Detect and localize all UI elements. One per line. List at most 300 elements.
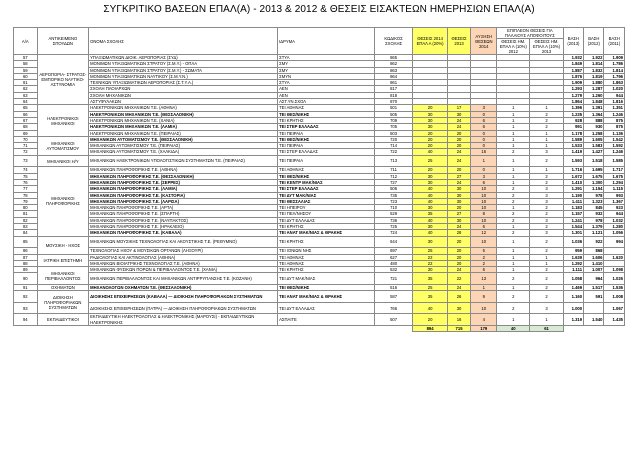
positions-increase: 6 bbox=[471, 224, 497, 230]
totals-row bbox=[14, 326, 625, 332]
header-positions-2014: ΘΕΣΕΙΣ 2014 ΕΠΑΛ Α (20%) bbox=[413, 28, 447, 55]
school-code: 713 bbox=[374, 155, 413, 167]
base-2011: 1.020 bbox=[604, 86, 625, 92]
institution-name: ΤΕΙ ΠΕΛ/ΝΗΣΟΥ bbox=[278, 211, 375, 217]
base-2011: 993 bbox=[604, 192, 625, 198]
positions-2014: 40 bbox=[413, 230, 447, 236]
institution-name: ΑΣΤ.ΥΝ.ΣΧΟΛ bbox=[278, 99, 375, 105]
institution-name: ΤΕΙ ΚΡΗΤΗΣ bbox=[278, 236, 375, 248]
header-base-2013: ΒΑΣΗ (2013) bbox=[563, 28, 583, 55]
row-number: 80 bbox=[14, 205, 38, 211]
base-2011: 1.536 bbox=[604, 284, 625, 290]
positions-2014: 30 bbox=[413, 236, 447, 248]
old-graduates-tee: 3 bbox=[530, 186, 563, 192]
positions-increase: 6 bbox=[471, 124, 497, 130]
institution-name: ΑΕΝ bbox=[278, 92, 375, 98]
positions-2014: 30 bbox=[413, 224, 447, 230]
header-positions-2013: ΘΕΣΕΙΣ 2013 bbox=[447, 28, 471, 55]
positions-increase: 0 bbox=[471, 111, 497, 117]
institution-name: ΤΕΙ ΔΥΤ ΜΑΚ/ΝΙΑΣ bbox=[278, 192, 375, 198]
base-2011: 1.056 bbox=[604, 230, 625, 236]
institution-name: ΣΜΥ bbox=[278, 67, 375, 73]
old-graduates-tee: 2 bbox=[530, 173, 563, 179]
base-2011: 1.675 bbox=[604, 173, 625, 179]
row-number: 60 bbox=[14, 73, 38, 79]
header-old-epal: ΘΕΣΕΙΣ ΗΜ. ΕΠΑΛ Α (10%) 2012 bbox=[497, 39, 530, 55]
positions-increase: 0 bbox=[471, 130, 497, 136]
base-2011: 944 bbox=[604, 211, 625, 217]
row-number: 75 bbox=[14, 173, 38, 179]
positions-2014: 25 bbox=[413, 284, 447, 290]
base-2012: 1.258 bbox=[584, 130, 604, 136]
base-2011: 1.796 bbox=[604, 73, 625, 79]
old-graduates-tee: 1 bbox=[530, 254, 563, 260]
study-field-group: ΜΗΧΑΝΙΚΟΙ Η/Υ bbox=[37, 155, 89, 167]
study-field-group: ΜΗΧΑΝΙΚΟΙ ΠΕΡΙΒΑΛΛΟΝΤΟΣ bbox=[37, 267, 89, 285]
table-row bbox=[14, 236, 625, 248]
totals-spacer-right bbox=[563, 326, 624, 332]
base-2013: 1.533 bbox=[563, 143, 583, 149]
positions-2014: 40 bbox=[413, 186, 447, 192]
study-field-group: ΙΑΤΡΙΚΗ ΕΠΙΣΤΗΜΗ bbox=[37, 254, 89, 267]
base-2013: 1.111 bbox=[563, 267, 583, 273]
institution-name: ΣΜΥ bbox=[278, 61, 375, 67]
study-field-group: ΑΕΡΟΠΟΡΙΑ- ΣΤΡΑΤΟΣ- ΕΜΠΟΡΙΚΟ ΝΑΥΤΙΚΟ- ΑΣΤΥΝΟΜΙΑ bbox=[37, 55, 89, 105]
school-name: ΑΣΤΥΦΥΛΑΚΩΝ bbox=[89, 99, 278, 105]
school-code: 864 bbox=[374, 73, 413, 79]
base-2013: 1.864 bbox=[563, 99, 583, 105]
positions-2014: 20 bbox=[413, 136, 447, 142]
base-2012: 1.695 bbox=[584, 167, 604, 173]
header-school: ΟΝΟΜΑ ΣΧΟΛΗΣ bbox=[89, 28, 278, 55]
base-2012: 845 bbox=[584, 205, 604, 211]
school-name: ΜΗΧΑΝΙΚΩΝ ΠΛΗΡΟΦΟΡΙΚΗΣ Τ.Ε. (ΚΑΣΤΟΡΙΑ) bbox=[89, 192, 278, 198]
school-code: 505 bbox=[374, 111, 413, 117]
base-2012: 1.880 bbox=[584, 80, 604, 86]
table-body bbox=[14, 55, 625, 332]
base-2013: 1.419 bbox=[563, 149, 583, 155]
base-2011: 1.620 bbox=[604, 254, 625, 260]
base-2012: 888 bbox=[584, 117, 604, 123]
base-2011: 1.136 bbox=[604, 130, 625, 136]
base-2013: 1.160 bbox=[563, 291, 583, 303]
institution-name: ΤΕΙ ΚΡΗΤΗΣ bbox=[278, 224, 375, 230]
positions-2013: 30 bbox=[447, 111, 471, 117]
positions-increase: 10 bbox=[471, 217, 497, 223]
old-graduates-epal: 1 bbox=[497, 179, 530, 185]
base-2013: 1.293 bbox=[563, 86, 583, 92]
table-row bbox=[14, 291, 625, 303]
school-code: 727 bbox=[374, 179, 413, 185]
base-2013: 1.411 bbox=[563, 198, 583, 204]
school-name: ΥΠΑΞΙΩΜΑΤΙΚΩΝ ΔΙΟΙΚ. ΑΕΡΟΠΟΡΙΑΣ (ΣΥΔ) bbox=[89, 55, 278, 61]
study-field-group: ΔΙΟΙΚΗΣΗ ΠΛΗΡΟΦΟΡΙΑΚΩΝ ΣΥΣΤΗΜΑΤΩΝ bbox=[37, 291, 89, 314]
positions-2013: 30 bbox=[447, 198, 471, 204]
positions-2014: 25 bbox=[413, 248, 447, 254]
old-graduates-epal: 1 bbox=[497, 117, 530, 123]
old-graduates-epal: 2 bbox=[497, 186, 530, 192]
school-name: ΜΗΧΑΝΙΚΩΝ ΒΙΟΙΑΤΡΙΚΗΣ ΤΕΧΝΟΛΟΓΙΑΣ Τ.Ε. (ΑΘΗΝΑ) bbox=[89, 260, 278, 266]
school-code: 817 bbox=[374, 86, 413, 92]
base-2012: 1.540 bbox=[584, 314, 604, 326]
positions-increase: 2 bbox=[471, 254, 497, 260]
old-graduates-epal: 1 bbox=[497, 136, 530, 142]
base-2013: 1.058 bbox=[563, 273, 583, 285]
base-2011: 1.816 bbox=[604, 99, 625, 105]
old-graduates-tee: 2 bbox=[530, 179, 563, 185]
old-graduates-epal: 2 bbox=[497, 192, 530, 198]
base-2012: 1.287 bbox=[584, 86, 604, 92]
positions-2014: 35 bbox=[413, 211, 447, 217]
row-number: 92 bbox=[14, 291, 38, 303]
school-code: 720 bbox=[374, 136, 413, 142]
school-code: 587 bbox=[374, 291, 413, 303]
old-graduates-tee: 1 bbox=[530, 143, 563, 149]
header-old-tee: ΘΕΣΕΙΣ ΗΜ. ΕΠΑΛ Α (10%) 2013 bbox=[530, 39, 563, 55]
school-name: ΜΗΧΑΝΙΚΩΝ ΠΕΡΙΒΑΛΛΟΝΤΟΣ ΚΑΙ ΜΗΧΑΝΙΚΩΝ ΑΝΤΙΡΡΥΠΑΝΣΗΣ Τ.Ε. (ΚΟΖΑΝΗ) bbox=[89, 273, 278, 285]
base-2011: 1.542 bbox=[604, 136, 625, 142]
base-2012: 1.832 bbox=[584, 67, 604, 73]
positions-2013: 30 bbox=[447, 192, 471, 198]
base-2013: 1.235 bbox=[563, 111, 583, 117]
institution-name: ΤΕΙ ΘΕΣ/ΝΙΚΗΣ bbox=[278, 173, 375, 179]
old-graduates-tee: 3 bbox=[530, 149, 563, 155]
institution-name: ΤΕΙ ΑΘΗΝΑΣ bbox=[278, 167, 375, 173]
row-number: 66 bbox=[14, 111, 38, 117]
school-name: ΜΗΧΑΝΙΚΩΝ ΠΛΗΡΟΦΟΡΙΚΗΣ Τ.Ε. (ΑΡΤΑ) bbox=[89, 205, 278, 211]
base-2012: 1.605 bbox=[584, 136, 604, 142]
positions-increase: 0 bbox=[471, 143, 497, 149]
base-2013: 1.241 bbox=[563, 217, 583, 223]
institution-name: ΤΕΙ ΗΠΕΙΡΟΥ bbox=[278, 205, 375, 211]
institution-name: ΤΕΙ ΠΕΙΡΑΙΑ bbox=[278, 130, 375, 136]
old-graduates-tee: 2 bbox=[530, 273, 563, 285]
institution-name: ΤΕΙ ΑΝΑΤ ΜΑΚ/ΝΙΑΣ & ΘΡΑΚΗΣ bbox=[278, 230, 375, 236]
school-name: ΜΗΧΑΝΙΚΩΝ ΑΥΤΟΜΑΤΙΣΜΟΥ Τ.Ε. (ΠΕΙΡΑΙΑΣ) bbox=[89, 143, 278, 149]
base-2013: 1.410 bbox=[563, 179, 583, 185]
positions-increase: 6 bbox=[471, 117, 497, 123]
school-name: ΕΚΠΑΙΔΕΥΤΙΚΗ ΗΛΕΚΤΡΟΛΟΓΙΑΣ & ΗΛΕΚΤΡΟΝΙΚΗΣ (ΜΑΡΟΥΣΙ) - ΕΚΠΑΙΔΕΥΤΙΚΩΝ ΗΛΕΚΤΡΟΝΙΚΗΣ bbox=[89, 314, 278, 326]
positions-increase: 10 bbox=[471, 302, 497, 314]
school-name: ΗΛΕΚΤΡΟΝΙΚΩΝ ΜΗΧΑΝΙΚΩΝ Τ.Ε. (ΘΕΣΣΑΛΟΝΙΚΗ) bbox=[89, 111, 278, 117]
institution-name: ΤΕΙ ΣΤΕΡ ΕΛΛΑΔΑΣ bbox=[278, 124, 375, 130]
old-graduates-tee: 2 bbox=[530, 117, 563, 123]
institution-name: ΤΕΙ ΘΕΣΣΑΛΙΑΣ bbox=[278, 198, 375, 204]
positions-increase: 5 bbox=[471, 248, 497, 254]
row-number: 57 bbox=[14, 55, 38, 61]
row-number: 88 bbox=[14, 260, 38, 266]
base-2013: 1.932 bbox=[563, 55, 583, 61]
row-number: 79 bbox=[14, 198, 38, 204]
row-number: 71 bbox=[14, 143, 38, 149]
base-2012 bbox=[584, 302, 604, 314]
positions-2014: 30 bbox=[413, 179, 447, 185]
positions-2013: 22 bbox=[447, 273, 471, 285]
base-2012: 1.427 bbox=[584, 149, 604, 155]
school-code: 818 bbox=[374, 92, 413, 98]
row-number: 83 bbox=[14, 224, 38, 230]
school-code: 644 bbox=[374, 236, 413, 248]
row-number: 89 bbox=[14, 267, 38, 273]
school-code: 480 bbox=[374, 260, 413, 266]
old-graduates-epal: 2 bbox=[497, 302, 530, 314]
row-number: 84 bbox=[14, 230, 38, 236]
old-graduates-tee: 1 bbox=[530, 167, 563, 173]
positions-2013: 30 bbox=[447, 186, 471, 192]
base-2013: 1.319 bbox=[563, 314, 583, 326]
base-2011: 1.863 bbox=[604, 80, 625, 86]
school-code: 709 bbox=[374, 117, 413, 123]
old-graduates-tee: 1 bbox=[530, 105, 563, 111]
base-2011: 1.280 bbox=[604, 224, 625, 230]
positions-2014: 40 bbox=[413, 198, 447, 204]
base-2012: 868 bbox=[584, 248, 604, 254]
base-2012: 1.154 bbox=[584, 186, 604, 192]
old-graduates-epal: 2 bbox=[497, 149, 530, 155]
row-number: 62 bbox=[14, 86, 38, 92]
positions-2014: 30 bbox=[413, 124, 447, 130]
school-name: ΜΟΝΙΜΩΝ ΥΠΑΞΙΩΜΑΤΙΚΩΝ ΝΑΥΤΙΚΟΥ (Σ.Μ.Υ.Ν.) bbox=[89, 73, 278, 79]
old-graduates-tee: 2 bbox=[530, 236, 563, 248]
base-2013: 1.876 bbox=[563, 73, 583, 79]
positions-2013: 24 bbox=[447, 224, 471, 230]
old-graduates-tee: 2 bbox=[530, 205, 563, 211]
base-2013: 1.544 bbox=[563, 224, 583, 230]
school-code: 697 bbox=[374, 248, 413, 254]
base-2012: 1.410 bbox=[584, 260, 604, 266]
row-number: 70 bbox=[14, 136, 38, 142]
school-code: 532 bbox=[374, 267, 413, 273]
schools-table bbox=[13, 27, 625, 332]
base-2012: 1.922 bbox=[584, 55, 604, 61]
base-2013: 1.396 bbox=[563, 105, 583, 111]
school-code: 710 bbox=[374, 205, 413, 211]
institution-name: ΤΕΙ ΑΘΗΝΑΣ bbox=[278, 260, 375, 266]
old-graduates-tee: 2 bbox=[530, 291, 563, 303]
positions-increase: 2 bbox=[471, 260, 497, 266]
row-number: 68 bbox=[14, 124, 38, 130]
table-row bbox=[14, 155, 625, 167]
old-graduates-epal: 1 bbox=[497, 236, 530, 248]
base-2012: 1.518 bbox=[584, 155, 604, 167]
header-increase: ΑΥΞΗΣΗ ΘΕΣΕΩΝ 2014 bbox=[471, 28, 497, 55]
school-name: ΜΗΧΑΝΙΚΩΝ ΠΛΗΡΟΦΟΡΙΚΗΣ Τ.Ε. (ΣΕΡΡΕΣ) bbox=[89, 179, 278, 185]
school-name: ΜΗΧΑΝΙΚΩΝ ΠΛΗΡΟΦΟΡΙΚΗΣ Τ.Ε. (ΘΕΣΣΑΛΟΝΙΚΗ) bbox=[89, 173, 278, 179]
school-name: ΗΛΕΚΤΡΟΝΙΚΩΝ ΜΗΧΑΝΙΚΩΝ Τ.Ε. (ΑΘΗΝΑ) bbox=[89, 105, 278, 111]
old-graduates-tee: 1 bbox=[530, 130, 563, 136]
school-name: ΜΗΧΑΝΙΚΩΝ ΠΛΗΡΟΦΟΡΙΚΗΣ Τ.Ε. (ΗΡΑΚΛΕΙΟ) bbox=[89, 224, 278, 230]
old-graduates-epal: 1 bbox=[497, 224, 530, 230]
school-name: ΜΗΧΑΝΙΚΩΝ ΑΥΤΟΜΑΤΙΣΜΟΥ Τ.Ε. (ΘΕΣΣΑΛΟΝΙΚΗ) bbox=[89, 136, 278, 142]
old-graduates-epal: 1 bbox=[497, 173, 530, 179]
school-name: ΜΟΝΙΜΩΝ ΥΠΑΞΙΩΜΑΤΙΚΩΝ ΣΤΡΑΤΟΥ (Σ.Μ.Υ.) - ΣΩΜΑΤΑ bbox=[89, 67, 278, 73]
row-number: 72 bbox=[14, 149, 38, 155]
row-number: 86 bbox=[14, 248, 38, 254]
row-number: 64 bbox=[14, 99, 38, 105]
base-2011: 1.115 bbox=[604, 186, 625, 192]
base-2012: 1.007 bbox=[584, 267, 604, 273]
institution-name: ΤΕΙ ΔΥΤ ΕΛΛΑΔΑΣ bbox=[278, 302, 375, 314]
base-2011: 1.585 bbox=[604, 155, 625, 167]
base-2013: 1.178 bbox=[563, 130, 583, 136]
study-field-group: ΜΗΧΑΝΙΚΟΙ ΑΥΤΟΜΑΤΙΣΜΟΥ bbox=[37, 136, 89, 155]
base-2013: 1.036 bbox=[563, 236, 583, 248]
positions-increase: 10 bbox=[471, 192, 497, 198]
school-name: ΔΙΟΙΚΗΣΗΣ ΕΠΙΧΕΙΡΗΣΕΩΝ (ΚΑΒΑΛΑ) — ΔΙΟΙΚΗΣΗ ΠΛΗΡΟΦΟΡΙΑΚΩΝ ΣΥΣΤΗΜΑΤΩΝ bbox=[89, 291, 278, 303]
positions-2014: 40 bbox=[413, 217, 447, 223]
base-2012: 922 bbox=[584, 236, 604, 248]
positions-2013: 20 bbox=[447, 254, 471, 260]
positions-increase: 10 bbox=[471, 205, 497, 211]
row-number: 90 bbox=[14, 273, 38, 285]
positions-increase: 4 bbox=[471, 314, 497, 326]
school-code: 516 bbox=[374, 284, 413, 290]
institution-name: ΑΣΠΑΙΤΕ bbox=[278, 314, 375, 326]
institution-name: ΤΕΙ ΑΘΗΝΑΣ bbox=[278, 105, 375, 111]
school-name: ΣΧΟΛΗ ΠΛΟΙΑΡΧΩΝ bbox=[89, 86, 278, 92]
positions-2014: 30 bbox=[413, 173, 447, 179]
school-code: 735 bbox=[374, 192, 413, 198]
old-graduates-tee: 1 bbox=[530, 136, 563, 142]
header-field: ΑΝΤΙΚΕΙΜΕΝΟ ΣΠΟΥΔΩΝ bbox=[37, 28, 89, 55]
header-base-2012: ΒΑΣΗ (2012) bbox=[584, 28, 604, 55]
school-code: 865 bbox=[374, 55, 413, 61]
school-code: 705 bbox=[374, 124, 413, 130]
positions-2014: 30 bbox=[413, 117, 447, 123]
school-name: ΗΛΕΚΤΡΟΝΙΚΩΝ ΜΗΧΑΝΙΚΩΝ Τ.Ε. (ΧΑΝΙΑ) bbox=[89, 117, 278, 123]
positions-2014: 22 bbox=[413, 254, 447, 260]
base-2011: 1.246 bbox=[604, 111, 625, 117]
study-field-group: ΜΟΥΣΙΚΗ - ΗΧΟΣ bbox=[37, 236, 89, 254]
positions-increase: 0 bbox=[471, 136, 497, 142]
positions-2014: 40 bbox=[413, 302, 447, 314]
school-name: ΡΑΔΙΟΛΟΓΙΑΣ ΚΑΙ ΑΚΤΙΝΟΛΟΓΙΑΣ (ΑΘΗΝΑ) bbox=[89, 254, 278, 260]
positions-2014: 20 bbox=[413, 167, 447, 173]
positions-2013: 20 bbox=[447, 167, 471, 173]
school-code: 712 bbox=[374, 173, 413, 179]
base-2013: 1.279 bbox=[563, 92, 583, 98]
school-name: ΜΟΝΙΜΩΝ ΥΠΑΞΙΩΜΑΤΙΚΩΝ ΣΤΡΑΤΟΥ (Σ.Μ.Υ.) - ΟΠΛΑ bbox=[89, 61, 278, 67]
positions-increase: 12 bbox=[471, 230, 497, 236]
positions-2014: 20 bbox=[413, 105, 447, 111]
base-2011: 1.008 bbox=[604, 291, 625, 303]
positions-2013: 20 bbox=[447, 136, 471, 142]
old-graduates-tee: 2 bbox=[530, 267, 563, 273]
institution-name: ΣΜΥΝ bbox=[278, 73, 375, 79]
school-name: ΜΗΧΑΝΟΛΟΓΩΝ ΟΧΗΜΑΤΩΝ Τ.Ε. (ΘΕΣΣΑΛΟΝΙΚΗ) bbox=[89, 284, 278, 290]
old-graduates-tee: 3 bbox=[530, 192, 563, 198]
positions-increase: 13 bbox=[471, 273, 497, 285]
school-name: ΤΕΧΝΟΛΟΓΙΑΣ ΗΧΟΥ & ΜΟΥΣΙΚΩΝ ΟΡΓΑΝΩΝ (ΛΗΞΟΥΡΙ) bbox=[89, 248, 278, 254]
old-graduates-tee: 2 bbox=[530, 124, 563, 130]
row-number: 63 bbox=[14, 92, 38, 98]
base-2011: 1.717 bbox=[604, 167, 625, 173]
old-graduates-epal: 1 bbox=[497, 248, 530, 254]
base-2013: 1.909 bbox=[563, 80, 583, 86]
row-number: 91 bbox=[14, 284, 38, 290]
page-title: ΣΥΓΚΡΙΤΙΚΟ ΒΑΣΕΩΝ ΕΠΑΛ(Α) - 2013 & 2012 & ΘΕΣΕΙΣ ΕΙΣΑΚΤΕΩΝ ΗΜΕΡΗΣΙΩΝ ΕΠΑΛ(Α) bbox=[103, 4, 535, 15]
row-number: 82 bbox=[14, 217, 38, 223]
school-code: 736 bbox=[374, 217, 413, 223]
institution-name: ΤΕΙ ΘΕΣ/ΝΙΚΗΣ bbox=[278, 284, 375, 290]
base-2012: 1.323 bbox=[584, 198, 604, 204]
school-name: ΜΗΧΑΝΙΚΩΝ ΠΛΗΡΟΦΟΡΙΚΗΣ Τ.Ε. (ΛΑΡΙΣΑ) bbox=[89, 198, 278, 204]
positions-increase: 6 bbox=[471, 179, 497, 185]
row-number: 69 bbox=[14, 130, 38, 136]
row-number: 85 bbox=[14, 236, 38, 248]
base-2013: 1.672 bbox=[563, 173, 583, 179]
old-graduates-tee: 3 bbox=[530, 198, 563, 204]
positions-2014: 20 bbox=[413, 130, 447, 136]
positions-2013: 24 bbox=[447, 284, 471, 290]
base-2013: 1.292 bbox=[563, 260, 583, 266]
row-number: 81 bbox=[14, 211, 38, 217]
school-code: 507 bbox=[374, 314, 413, 326]
old-graduates-tee: 1 bbox=[530, 260, 563, 266]
old-graduates-epal: 1 bbox=[497, 254, 530, 260]
totals-spacer bbox=[14, 326, 413, 332]
old-graduates-tee: 2 bbox=[530, 155, 563, 167]
total-positions-2014: 894 bbox=[413, 326, 447, 332]
school-code: 711 bbox=[374, 167, 413, 173]
school-code: 506 bbox=[374, 186, 413, 192]
old-graduates-epal: 1 bbox=[497, 124, 530, 130]
base-2013: 928 bbox=[563, 117, 583, 123]
positions-2014: 22 bbox=[413, 260, 447, 266]
old-graduates-tee: 2 bbox=[530, 111, 563, 117]
school-name: ΗΛΕΚΤΡΟΝΙΚΩΝ ΜΗΧΑΝΙΚΩΝ Τ.Ε. (ΛΑΜΙΑ) bbox=[89, 124, 278, 130]
base-2012: 1.260 bbox=[584, 92, 604, 98]
old-graduates-tee: 3 bbox=[530, 230, 563, 236]
base-2013: 1.589 bbox=[563, 136, 583, 142]
base-2012: 1.606 bbox=[584, 254, 604, 260]
base-2013: 1.000 bbox=[563, 302, 583, 314]
base-2012: 1.675 bbox=[584, 173, 604, 179]
school-code: 724 bbox=[374, 230, 413, 236]
base-2013: 1.639 bbox=[563, 254, 583, 260]
old-graduates-epal: 1 bbox=[497, 167, 530, 173]
old-graduates-epal: 1 bbox=[497, 130, 530, 136]
old-graduates-tee: 2 bbox=[530, 248, 563, 254]
institution-name: ΤΕΙ ΙΟΝΙΩΝ ΝΗΣ bbox=[278, 248, 375, 254]
positions-2013: 27 bbox=[447, 211, 471, 217]
positions-increase: 0 bbox=[471, 167, 497, 173]
base-2012: 1.583 bbox=[584, 143, 604, 149]
positions-increase: 3 bbox=[471, 173, 497, 179]
base-2011: 1.351 bbox=[604, 105, 625, 111]
institution-name: ΤΕΙ ΔΥΤ ΕΛΛΑΔΑΣ bbox=[278, 217, 375, 223]
school-code: 501 bbox=[374, 105, 413, 111]
header-base-2011: ΒΑΣΗ (2011) bbox=[604, 28, 625, 55]
positions-2013: 17 bbox=[447, 105, 471, 111]
positions-increase: 1 bbox=[471, 155, 497, 167]
base-2011: 875 bbox=[604, 124, 625, 130]
school-code: 721 bbox=[374, 273, 413, 285]
school-name: ΗΛΕΚΤΡΟΝΙΚΩΝ ΜΗΧΑΝΙΚΩΝ Τ.Ε. (ΠΕΙΡΑΙΑΣ) bbox=[89, 130, 278, 136]
institution-name: ΤΕΙ ΚΡΗΤΗΣ bbox=[278, 117, 375, 123]
school-name: ΜΗΧΑΝΙΚΩΝ ΠΛΗΡΟΦΟΡΙΚΗΣ Τ.Ε. (ΚΑΒΑΛΑ) bbox=[89, 230, 278, 236]
base-2011: 1.098 bbox=[604, 267, 625, 273]
school-name: ΜΗΧΑΝΙΚΩΝ ΑΥΤΟΜΑΤΙΣΜΟΥ Τ.Ε. (ΧΑΛΚΙΔΑ) bbox=[89, 149, 278, 155]
institution-name: ΣΤΥΑ bbox=[278, 80, 375, 86]
base-2012: 978 bbox=[584, 192, 604, 198]
base-2012: 591 bbox=[584, 291, 604, 303]
base-2012: 932 bbox=[584, 211, 604, 217]
positions-2013: 16 bbox=[447, 314, 471, 326]
old-graduates-tee: 3 bbox=[530, 217, 563, 223]
old-graduates-epal: 1 bbox=[497, 314, 530, 326]
base-2013: 1.190 bbox=[563, 192, 583, 198]
